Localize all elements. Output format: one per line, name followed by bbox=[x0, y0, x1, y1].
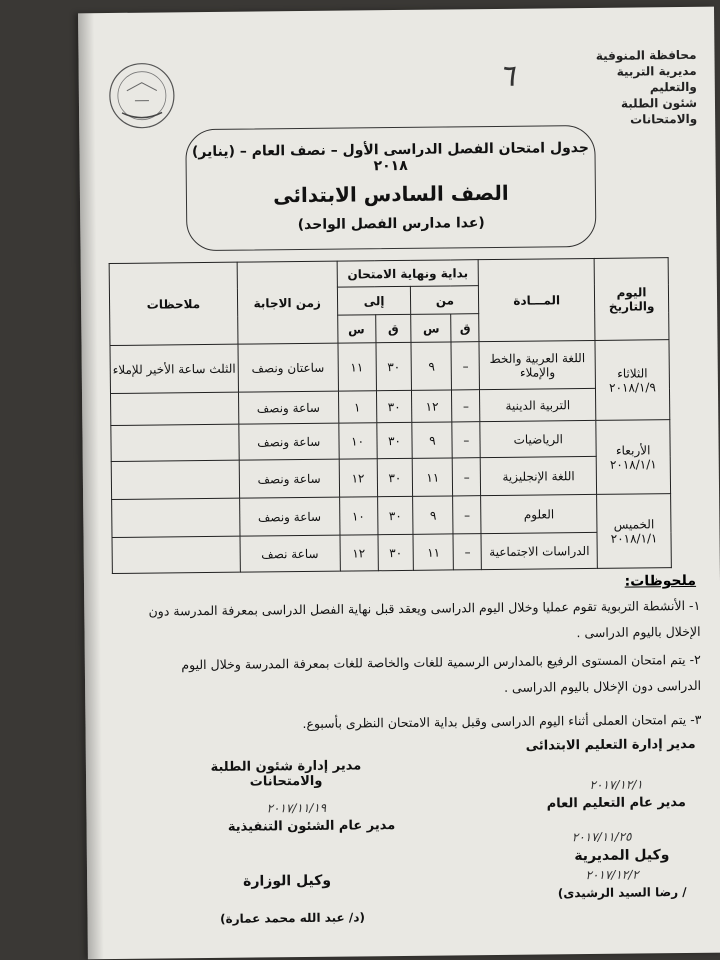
duration-cell: ساعة ونصف bbox=[239, 497, 339, 536]
exam-title: جدول امتحان الفصل الدراسى الأول – نصف العام – (يناير) ٢٠١٨ bbox=[191, 139, 590, 175]
table-row: الخميس ٢٠١٨/١/١ العلوم – ٩ ٣٠ ١٠ ساعة ونصف bbox=[112, 494, 671, 538]
note-1: ١- الأنشطة التربوية تقوم عمليا وخلال اليوم الدراسى ويعقد قبل نهاية الفصل الدراسى بمعرفة المدرسة دون الإخلال باليوم الدراسى . bbox=[148, 597, 701, 641]
duration-cell: ساعة نصف bbox=[240, 535, 340, 572]
header-day: اليوم والتاريخ bbox=[594, 258, 669, 341]
duration-cell: ساعة ونصف bbox=[239, 459, 339, 498]
notes-title: ملحوظات: bbox=[624, 572, 697, 590]
sig-general-director-title: مدير عام التعليم العام bbox=[546, 795, 687, 812]
day-cell: الأربعاء ٢٠١٨/١/١ bbox=[596, 420, 671, 495]
header-from-minute: ق bbox=[451, 314, 479, 342]
directorate: مديرية التربية والتعليم bbox=[616, 63, 697, 95]
table-row: الثلاثاء ٢٠١٨/١/٩ اللغة العربية والخط والإملاء – ٩ ٣٠ ١١ ساعتان ونصف الثلث ساعة الأخير للإملاء bbox=[110, 340, 669, 394]
note-3: ٣- يتم امتحان العملى أثناء اليوم الدراسى وقبل بداية الامتحان النظرى بأسبوع. bbox=[302, 711, 702, 732]
table-row: الدراسات الاجتماعية – ١١ ٣٠ ١٢ ساعة نصف bbox=[112, 532, 671, 574]
note-2: ٢- يتم امتحان المستوى الرفيع بالمدارس الرسمية للغات والخاصة للغات بمعرفة المدرسة وخلال اليوم الدراسى دون الإخلال باليوم الدراسى . bbox=[181, 651, 702, 695]
sig-executive-title: مدير عام الشئون التنفيذية bbox=[227, 818, 396, 835]
header-subject: المـــادة bbox=[478, 258, 595, 341]
header-from: من bbox=[411, 286, 479, 315]
notes-cell bbox=[111, 392, 239, 425]
page-number: ٦ bbox=[498, 58, 516, 94]
duration-cell: ساعة ونصف bbox=[238, 391, 338, 424]
sig-right-date-1: ٢٠١٧/١٢/١ bbox=[589, 777, 643, 793]
sig-directorate-deputy-name: / رضا السيد الرشيدى) bbox=[557, 885, 687, 901]
sig-right-date-3: ٢٠١٧/١٢/٢ bbox=[585, 867, 639, 883]
notes-cell bbox=[112, 498, 240, 537]
day-cell: الثلاثاء ٢٠١٨/١/٩ bbox=[595, 340, 670, 421]
sig-deputy-minister-title: وكيل الوزارة bbox=[243, 872, 332, 890]
duration-cell: ساعتان ونصف bbox=[238, 343, 338, 392]
notes-cell: الثلث ساعة الأخير للإملاء bbox=[110, 344, 238, 393]
subject-cell: الرياضيات bbox=[480, 420, 596, 457]
document-page bbox=[78, 7, 720, 960]
stamp-icon bbox=[107, 60, 178, 131]
issuer-block bbox=[576, 47, 697, 128]
duration-cell: ساعة ونصف bbox=[239, 423, 339, 460]
day-cell: الخميس ٢٠١٨/١/١ bbox=[597, 494, 672, 569]
table-row: التربية الدينية – ١٢ ٣٠ ١ ساعة ونصف bbox=[111, 388, 670, 426]
department: شئون الطلبة والامتحانات bbox=[620, 95, 698, 127]
subject-cell: العلوم bbox=[481, 494, 597, 533]
grade-title: الصف السادس الابتدائى bbox=[273, 180, 509, 208]
notes-cell bbox=[111, 424, 239, 461]
subject-cell: اللغة الإنجليزية bbox=[481, 456, 597, 495]
subject-cell: اللغة العربية والخط والإملاء bbox=[479, 340, 595, 389]
sig-primary-director-title: مدير إدارة التعليم الابتدائى bbox=[525, 736, 696, 754]
header-duration: زمن الاجابة bbox=[237, 261, 338, 344]
header-to-hour: س bbox=[337, 315, 375, 343]
table-row: اللغة الإنجليزية – ١١ ٣٠ ١٢ ساعة ونصف bbox=[111, 456, 670, 500]
sig-left-date: ٢٠١٧/١١/١٩ bbox=[266, 800, 327, 816]
title-box bbox=[185, 125, 596, 251]
sig-directorate-deputy-title: وكيل المديرية bbox=[574, 847, 670, 865]
subject-cell: التربية الدينية bbox=[480, 388, 596, 421]
table-row: الأربعاء ٢٠١٨/١/١ الرياضيات – ٩ ٣٠ ١٠ ساعة ونصف bbox=[111, 420, 670, 462]
sig-students-affairs-title: مدير إدارة شئون الطلبة والامتحانات bbox=[210, 758, 362, 790]
header-start-end: بداية ونهاية الامتحان bbox=[337, 260, 479, 287]
sig-deputy-minister-name: (د/ عبد الله محمد عمارة) bbox=[220, 910, 365, 926]
sig-right-date-2: ٢٠١٧/١١/٢٥ bbox=[571, 829, 632, 845]
exclusion-note: (عدا مدارس الفصل الواحد) bbox=[297, 215, 485, 234]
header-from-hour: س bbox=[411, 314, 451, 342]
governorate: محافظة المنوفية bbox=[595, 47, 697, 63]
header-to-minute: ق bbox=[375, 314, 411, 342]
subject-cell: الدراسات الاجتماعية bbox=[481, 532, 597, 569]
header-to: إلى bbox=[337, 286, 411, 315]
header-notes: ملاحظات bbox=[109, 262, 238, 345]
notes-cell bbox=[111, 460, 239, 499]
exam-schedule-table bbox=[109, 257, 672, 574]
notes-cell bbox=[112, 536, 240, 573]
